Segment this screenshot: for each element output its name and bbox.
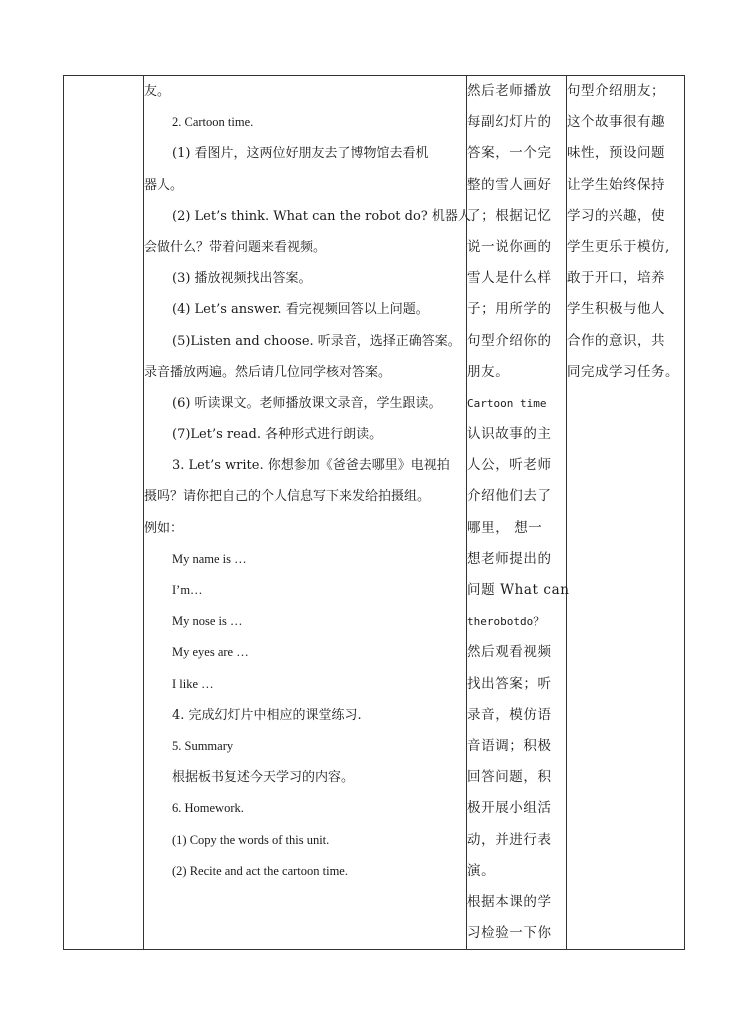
teaching-process-lines xyxy=(144,76,471,887)
teaching-process-line: My name is … xyxy=(172,551,247,566)
design-intent-line: 让学生始终保持 xyxy=(567,176,665,193)
teaching-process-line: (1) Copy the words of this unit. xyxy=(172,832,330,847)
teaching-process-line: (1) 看图片，这两位好朋友去了博物馆去看机 xyxy=(172,146,429,162)
student-activity-line: 然后观看视频 xyxy=(467,644,552,661)
teaching-process-line: 器人。 xyxy=(144,177,184,193)
design-intent-line: 味性，预设问题 xyxy=(567,145,665,162)
student-activity-line: 然后老师播放 xyxy=(467,83,552,99)
student-activity-line: 朋友。 xyxy=(467,363,510,380)
student-activity-line: 找出答案；听 xyxy=(467,675,552,692)
design-intent-line: 句型介绍朋友； xyxy=(567,83,665,99)
stage-column-cell xyxy=(64,76,144,950)
design-intent-line: 学生更乐于模仿, xyxy=(567,238,670,255)
teaching-process-line: 4. 完成幻灯片中相应的课堂练习. xyxy=(172,707,362,723)
teaching-process-line: 3. Let’s write. 你想参加《爸爸去哪里》电视拍 xyxy=(172,458,450,474)
teaching-process-line: 会做什么？带着问题来看视频。 xyxy=(144,239,327,255)
student-activity-line: 认识故事的主 xyxy=(467,426,552,443)
teaching-process-line: 根据板书复述今天学习的内容。 xyxy=(172,770,355,786)
student-activity-line: 录音，模仿语 xyxy=(467,706,552,723)
student-activity-line: 根据本课的学 xyxy=(467,893,552,910)
student-activity-line: 动，并进行表 xyxy=(467,831,552,848)
student-activity-line: 演。 xyxy=(467,862,496,879)
student-activity-line: 介绍他们去了 xyxy=(467,488,552,505)
teaching-process-line: 摄吗？请你把自己的个人信息写下来发给拍摄组。 xyxy=(144,489,431,505)
student-activity-line: Cartoon time xyxy=(467,396,547,410)
student-activity-line: 子；用所学的 xyxy=(467,301,552,318)
teaching-process-cell xyxy=(144,76,471,950)
teaching-process-line: (3) 播放视频找出答案。 xyxy=(172,271,312,287)
table-row xyxy=(64,76,685,950)
student-activity-line: 极开展小组活 xyxy=(467,800,552,817)
student-activity-line: 每副幻灯片的 xyxy=(467,114,552,131)
teaching-process-line: (4) Let’s answer. 看完视频回答以上问题。 xyxy=(172,302,429,318)
student-activity-line: 哪里， 想一 xyxy=(467,519,543,536)
design-intent-line: 同完成学习任务。 xyxy=(567,363,679,380)
design-intent-cell xyxy=(567,76,685,950)
design-intent-line: 学习的兴趣，使 xyxy=(567,207,665,224)
teaching-process-line: I’m… xyxy=(172,583,203,597)
teaching-process-line: I like … xyxy=(172,676,214,691)
student-activity-line: 整的雪人画好 xyxy=(467,176,552,193)
teaching-process-line: (5)Listen and choose. 听录音，选择正确答案。 xyxy=(172,333,461,349)
teaching-process-line: (6) 听读课文。老师播放课文录音，学生跟读。 xyxy=(172,395,442,411)
student-activity-lines xyxy=(467,76,570,949)
teaching-process-line: 友。 xyxy=(144,84,171,99)
student-activity-line: 习检验一下你 xyxy=(467,925,552,942)
teaching-process-line: (2) Let’s think. What can the robot do? 机器人 xyxy=(172,208,471,224)
design-intent-line: 合作的意识，共 xyxy=(567,332,665,349)
student-activity-line: 回答问题，积 xyxy=(467,769,552,786)
student-activity-line: 句型介绍你的 xyxy=(467,332,552,349)
student-activity-line: 问题 What can xyxy=(467,582,570,598)
design-intent-line: 学生积极与他人 xyxy=(567,301,665,318)
student-activity-line: 音语调；积极 xyxy=(467,737,552,754)
teaching-process-line: My nose is … xyxy=(172,614,243,629)
student-activity-line: 人公，听老师 xyxy=(467,457,552,474)
design-intent-line: 敢于开口，培养 xyxy=(567,270,665,287)
teaching-process-line: 例如： xyxy=(144,520,184,536)
teaching-process-line: My eyes are … xyxy=(172,645,249,660)
student-activity-line: 想老师提出的 xyxy=(467,550,552,567)
design-intent-lines xyxy=(567,76,684,388)
teaching-process-line: 录音播放两遍。然后请几位同学核对答案。 xyxy=(144,364,392,380)
student-activity-line: 答案，一个完 xyxy=(467,145,552,162)
student-activity-line: 说一说你画的 xyxy=(467,238,552,255)
design-intent-line: 这个故事很有趣 xyxy=(567,114,665,131)
student-activity-line: therobotdo？ xyxy=(467,615,545,629)
teaching-process-line: (7)Let’s read. 各种形式进行朗读。 xyxy=(172,427,383,443)
student-activity-line: 了；根据记忆 xyxy=(467,207,552,224)
student-activity-line: 雪人是什么样 xyxy=(467,270,552,287)
teaching-process-line: 5. Summary xyxy=(172,738,234,753)
teaching-process-line: 2. Cartoon time. xyxy=(172,115,254,130)
student-activity-cell xyxy=(467,76,570,950)
teaching-process-line: (2) Recite and act the cartoon time. xyxy=(172,863,348,878)
lesson-plan-table xyxy=(63,75,685,950)
teaching-process-line: 6. Homework. xyxy=(172,801,244,816)
